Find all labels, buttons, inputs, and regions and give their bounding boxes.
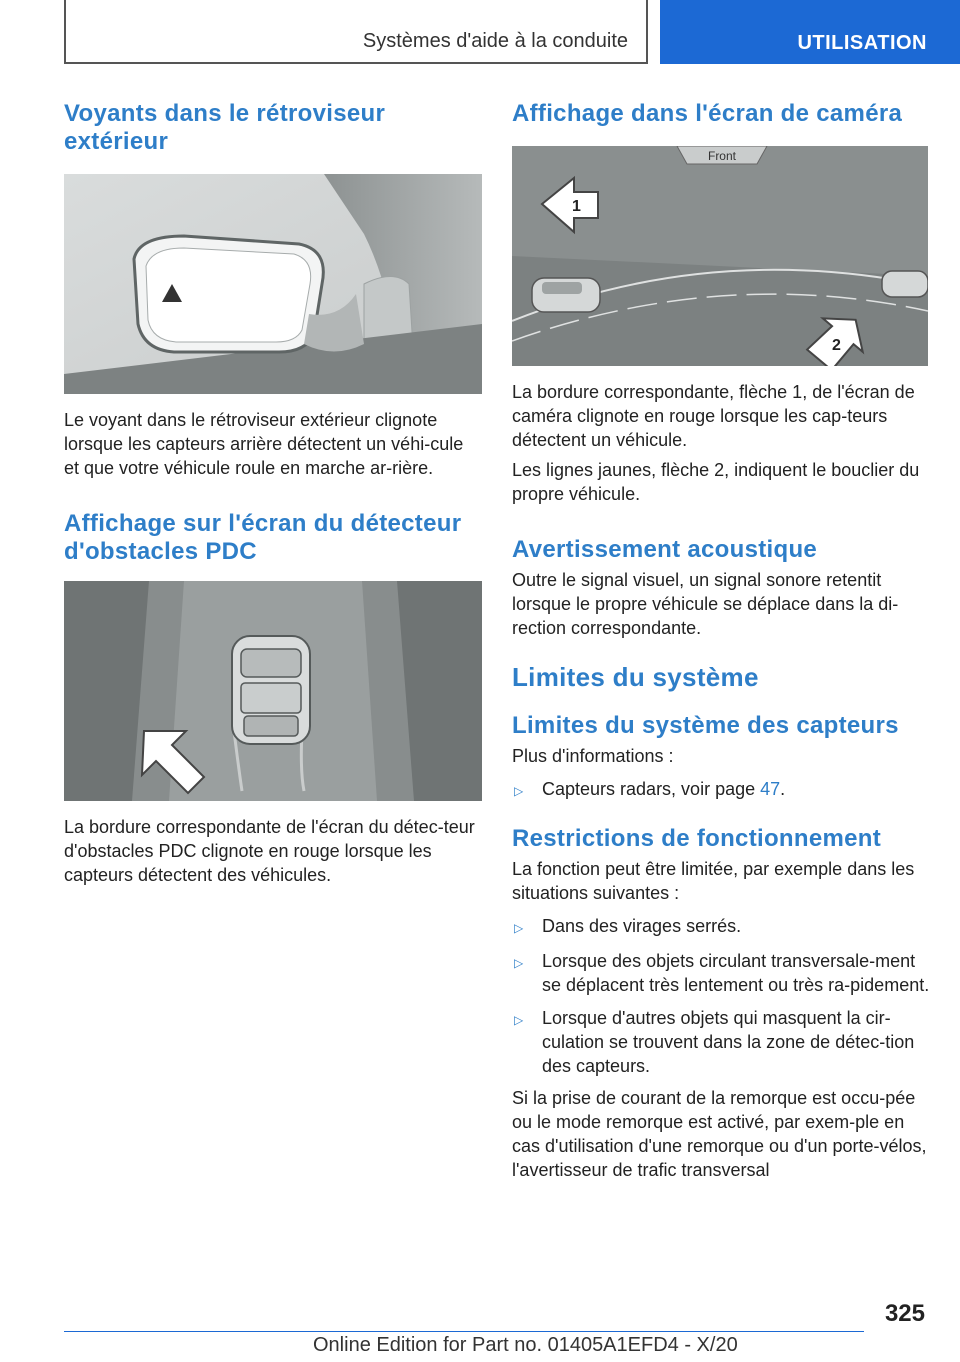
heading-camera-display: Affichage dans l'écran de caméra (512, 100, 903, 127)
chapter-title: UTILISATION (797, 32, 927, 54)
side-mirror-image (64, 174, 482, 394)
camera-display-image (512, 146, 928, 366)
mirror-illustration (64, 174, 482, 394)
paragraph-pdc: La bordure correspondante de l'écran du détec-teur d'obstacles PDC clignote en rouge lorsque les capteurs détectent des véhicules. (64, 817, 475, 885)
heading-sensor-limits: Limites du système des capteurs (512, 712, 899, 739)
list-item (512, 949, 930, 997)
paragraph-acoustic: Outre le signal visuel, un signal sonore retentit lorsque le propre véhicule se déplace dans la di-rection correspondante. (512, 570, 899, 638)
footer-divider (64, 1331, 864, 1332)
heading-pdc-display: Affichage sur l'écran du détecteur d'obstacles PDC (64, 510, 462, 565)
paragraph-trailer: Si la prise de courant de la remorque est occu-pée ou le mode remorque est activé, par exem-ple en cas d'utilisation d'une remorque ou d'un porte-vélos, l'avertisseur de trafic transversal (512, 1088, 927, 1180)
bullet-text: Dans des virages serrés. (542, 916, 742, 936)
bullet-text: Capteurs radars, voir page (542, 779, 761, 799)
bullet-text: Lorsque des objets circulant transversale-ment se déplacent très lentement ou très ra-pidement. (542, 951, 930, 995)
section-title: Systèmes d'aide à la conduite (362, 30, 628, 52)
heading-acoustic-warning: Avertissement acoustique (512, 536, 818, 563)
paragraph-camera-border: La bordure correspondante, flèche 1, de l'écran de caméra clignote en rouge lorsque les cap-teurs détectent un véhicule. (512, 382, 915, 450)
pdc-display-image (64, 581, 482, 801)
paragraph-mirror: Le voyant dans le rétroviseur extérieur clignote lorsque les capteurs arrière détectent un véhi-cule et que votre véhicule roule en marche ar-rière. (64, 410, 464, 478)
footer-edition: Online Edition for Part no. 01405A1EFD4 - X/20 (313, 1334, 738, 1356)
camera-illustration (512, 146, 928, 366)
left-column (64, 100, 482, 887)
camera-front-label: Front (707, 149, 737, 163)
page-link[interactable]: 47 (760, 779, 781, 799)
heading-function-restrictions: Restrictions de fonctionnement (512, 825, 882, 852)
heading-system-limits: Limites du système (512, 662, 759, 692)
paragraph-yellow-lines: Les lignes jaunes, flèche 2, indiquent le bouclier du propre véhicule. (512, 460, 920, 504)
paragraph-restrictions: La fonction peut être limitée, par exemple dans les situations suivantes : (512, 859, 915, 903)
list-item (512, 1006, 930, 1078)
page-number: 325 (884, 1300, 925, 1327)
chapter-tab[interactable] (660, 0, 960, 64)
pdc-illustration (64, 581, 482, 801)
bullet-triangle-icon: ▷ (514, 1013, 524, 1027)
list-item (512, 914, 930, 940)
bullet-end: . (780, 779, 786, 799)
bullet-triangle-icon: ▷ (514, 784, 524, 798)
page-header (64, 0, 960, 64)
heading-mirror-indicators: Voyants dans le rétroviseur extérieur (64, 100, 386, 155)
bullet-triangle-icon: ▷ (514, 956, 524, 970)
arrow-1-label: 1 (572, 198, 581, 215)
list-item (512, 777, 930, 803)
right-column (512, 100, 930, 1182)
bullet-text: Lorsque d'autres objets qui masquent la cir-culation se trouvent dans la zone de détec-tion des capteurs. (542, 1008, 915, 1076)
arrow-2-label: 2 (832, 337, 841, 354)
section-header-box (64, 0, 648, 64)
bullet-triangle-icon: ▷ (514, 921, 524, 935)
paragraph-more-info: Plus d'informations : (512, 746, 674, 766)
